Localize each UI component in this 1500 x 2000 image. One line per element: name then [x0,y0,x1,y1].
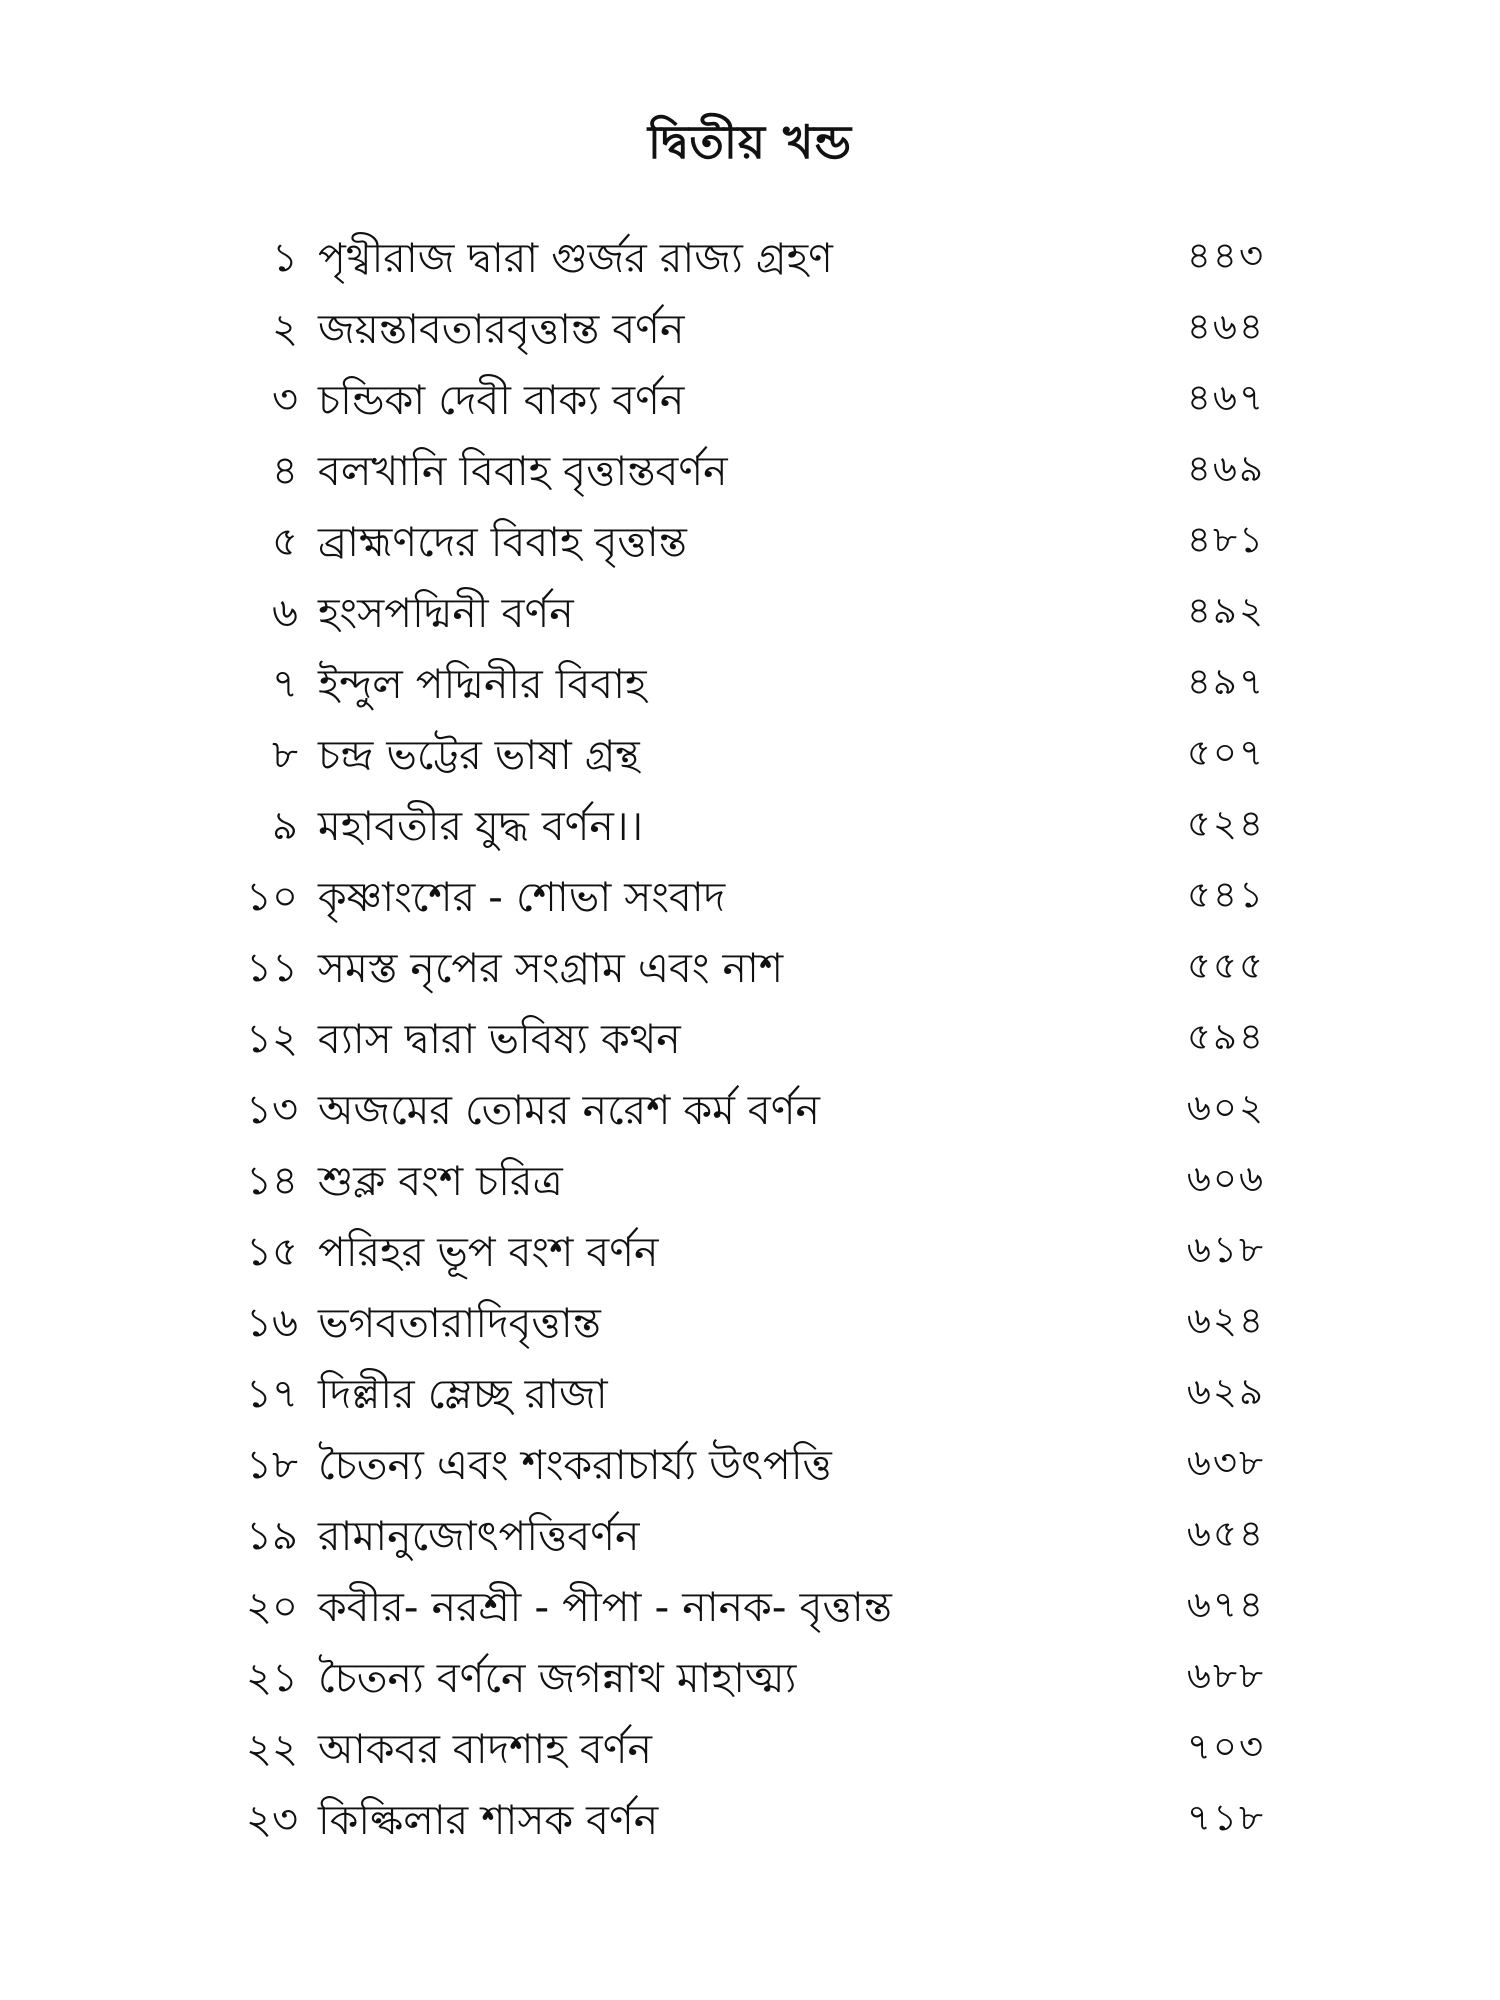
entry-page-number: ৪৮১ [1186,518,1265,561]
toc-entry [0,1577,1500,1648]
entry-title: কিল্কিলার শাসক বর্ণন [318,1796,659,1844]
entry-title: রামানুজোৎপত্তিবর্ণন [318,1512,640,1560]
section-heading: দ্বিতীয় খন্ড [647,115,853,169]
entry-number: ১২ [246,1016,298,1062]
toc-entry [0,1222,1500,1293]
toc-entry [0,299,1500,370]
entry-page-number: ৫৯৪ [1186,1015,1265,1058]
entry-title: মহাবতীর যুদ্ধ বর্ণন।। [318,802,644,850]
entry-number: ১৫ [246,1229,298,1275]
toc-entry [0,512,1500,583]
toc-entry [0,1080,1500,1151]
toc-entry [0,228,1500,299]
entry-number: ২০ [245,1584,298,1630]
toc-entry [0,1719,1500,1790]
entry-number: ১৭ [246,1371,298,1417]
toc-entry [0,796,1500,867]
toc-entry [0,938,1500,1009]
entry-page-number: ৬৫৪ [1186,1512,1265,1555]
entry-page-number: ৪৬৯ [1186,447,1265,490]
entry-number: ২ [271,306,298,352]
toc-entry [0,1506,1500,1577]
entry-title: অজমের তোমর নরেশ কর্ম বর্ণন [318,1086,821,1134]
toc-entry [0,1790,1500,1861]
toc-entry [0,1364,1500,1435]
entry-page-number: ৫৫৫ [1186,944,1265,987]
entry-number: ১ [272,235,298,281]
entry-number: ১৮ [246,1442,298,1488]
entry-number: ১৩ [246,1087,298,1133]
entry-number: ৭ [271,661,298,707]
entry-page-number: ৪৬৪ [1186,305,1265,348]
table-of-contents [0,228,1500,1861]
entry-title: ব্রাহ্মণদের বিবাহ বৃত্তান্ত [318,518,687,566]
toc-entry [0,370,1500,441]
entry-page-number: ৪৬৭ [1186,376,1265,419]
toc-entry [0,867,1500,938]
entry-number: ২২ [245,1726,298,1772]
entry-page-number: ৬২৯ [1186,1370,1265,1413]
entry-title: দিল্লীর ম্লেচ্ছ রাজা [318,1370,608,1418]
entry-title: শুক্ল বংশ চরিত্র [318,1157,563,1205]
entry-number: ১০ [246,874,298,920]
entry-number: ৪ [272,448,298,494]
entry-number: ২৩ [245,1797,298,1843]
toc-entry [0,583,1500,654]
entry-page-number: ৫৪১ [1186,873,1265,916]
toc-entry [0,1648,1500,1719]
entry-page-number: ৬০২ [1186,1086,1265,1129]
entry-title: চন্দ্র ভট্টের ভাষা গ্রন্থ [318,731,640,779]
entry-title: চৈতন্য বর্ণনে জগন্নাথ মাহাত্ম্য [318,1654,797,1702]
entry-title: হংসপদ্মিনী বর্ণন [318,589,574,637]
toc-entry [0,654,1500,725]
entry-page-number: ৫০৭ [1186,731,1265,774]
entry-number: ১১ [246,945,298,991]
entry-title: পৃথ্বীরাজ দ্বারা গুর্জর রাজ্য গ্রহণ [318,234,833,282]
entry-title: বলখানি বিবাহ বৃত্তান্তবর্ণন [318,447,728,495]
entry-title: ভগবতারাদিবৃত্তান্ত [318,1299,601,1347]
entry-title: জয়ন্তাবতারবৃত্তান্ত বর্ণন [318,305,685,353]
entry-title: কবীর- নরশ্রী - পীপা - নানক- বৃত্তান্ত [318,1583,892,1631]
toc-entry [0,1151,1500,1222]
entry-number: ৮ [272,732,298,778]
entry-page-number: ৭০৩ [1186,1725,1265,1768]
entry-title: সমস্ত নৃপের সংগ্রাম এবং নাশ [318,944,784,992]
entry-title: চৈতন্য এবং শংকরাচার্য্য উৎপত্তি [318,1441,832,1489]
entry-number: ১৯ [246,1513,298,1559]
entry-page-number: ৬২৪ [1186,1299,1265,1342]
entry-page-number: ৪৯২ [1186,589,1265,632]
entry-page-number: ৬৮৮ [1186,1654,1265,1697]
entry-title: ইন্দুল পদ্মিনীর বিবাহ [318,660,647,708]
entry-page-number: ৪৪৩ [1186,234,1265,277]
toc-entry [0,1009,1500,1080]
entry-title: চন্ডিকা দেবী বাক্য বর্ণন [318,376,685,424]
entry-number: ৬ [271,590,298,636]
entry-title: ব্যাস দ্বারা ভবিষ্য কথন [318,1015,681,1063]
entry-page-number: ৪৯৭ [1186,660,1265,703]
entry-number: ৫ [272,519,298,565]
entry-number: ২১ [246,1655,298,1701]
entry-number: ৩ [271,377,298,423]
entry-title: আকবর বাদশাহ বর্ণন [318,1725,652,1773]
entry-page-number: ৬৭৪ [1186,1583,1265,1626]
entry-page-number: ৭১৮ [1186,1796,1265,1839]
toc-entry [0,1293,1500,1364]
entry-page-number: ৬০৬ [1186,1157,1265,1200]
toc-entry [0,725,1500,796]
entry-number: ১৬ [246,1300,298,1346]
entry-title: পরিহর ভূপ বংশ বর্ণন [318,1228,659,1276]
toc-entry [0,441,1500,512]
entry-title: কৃষ্ণাংশের - শোভা সংবাদ [318,873,726,921]
entry-page-number: ৫২৪ [1186,802,1265,845]
entry-page-number: ৬১৮ [1186,1228,1265,1271]
entry-number: ৯ [272,803,298,849]
entry-page-number: ৬৩৮ [1186,1441,1265,1484]
toc-entry [0,1435,1500,1506]
entry-number: ১৪ [246,1158,298,1204]
